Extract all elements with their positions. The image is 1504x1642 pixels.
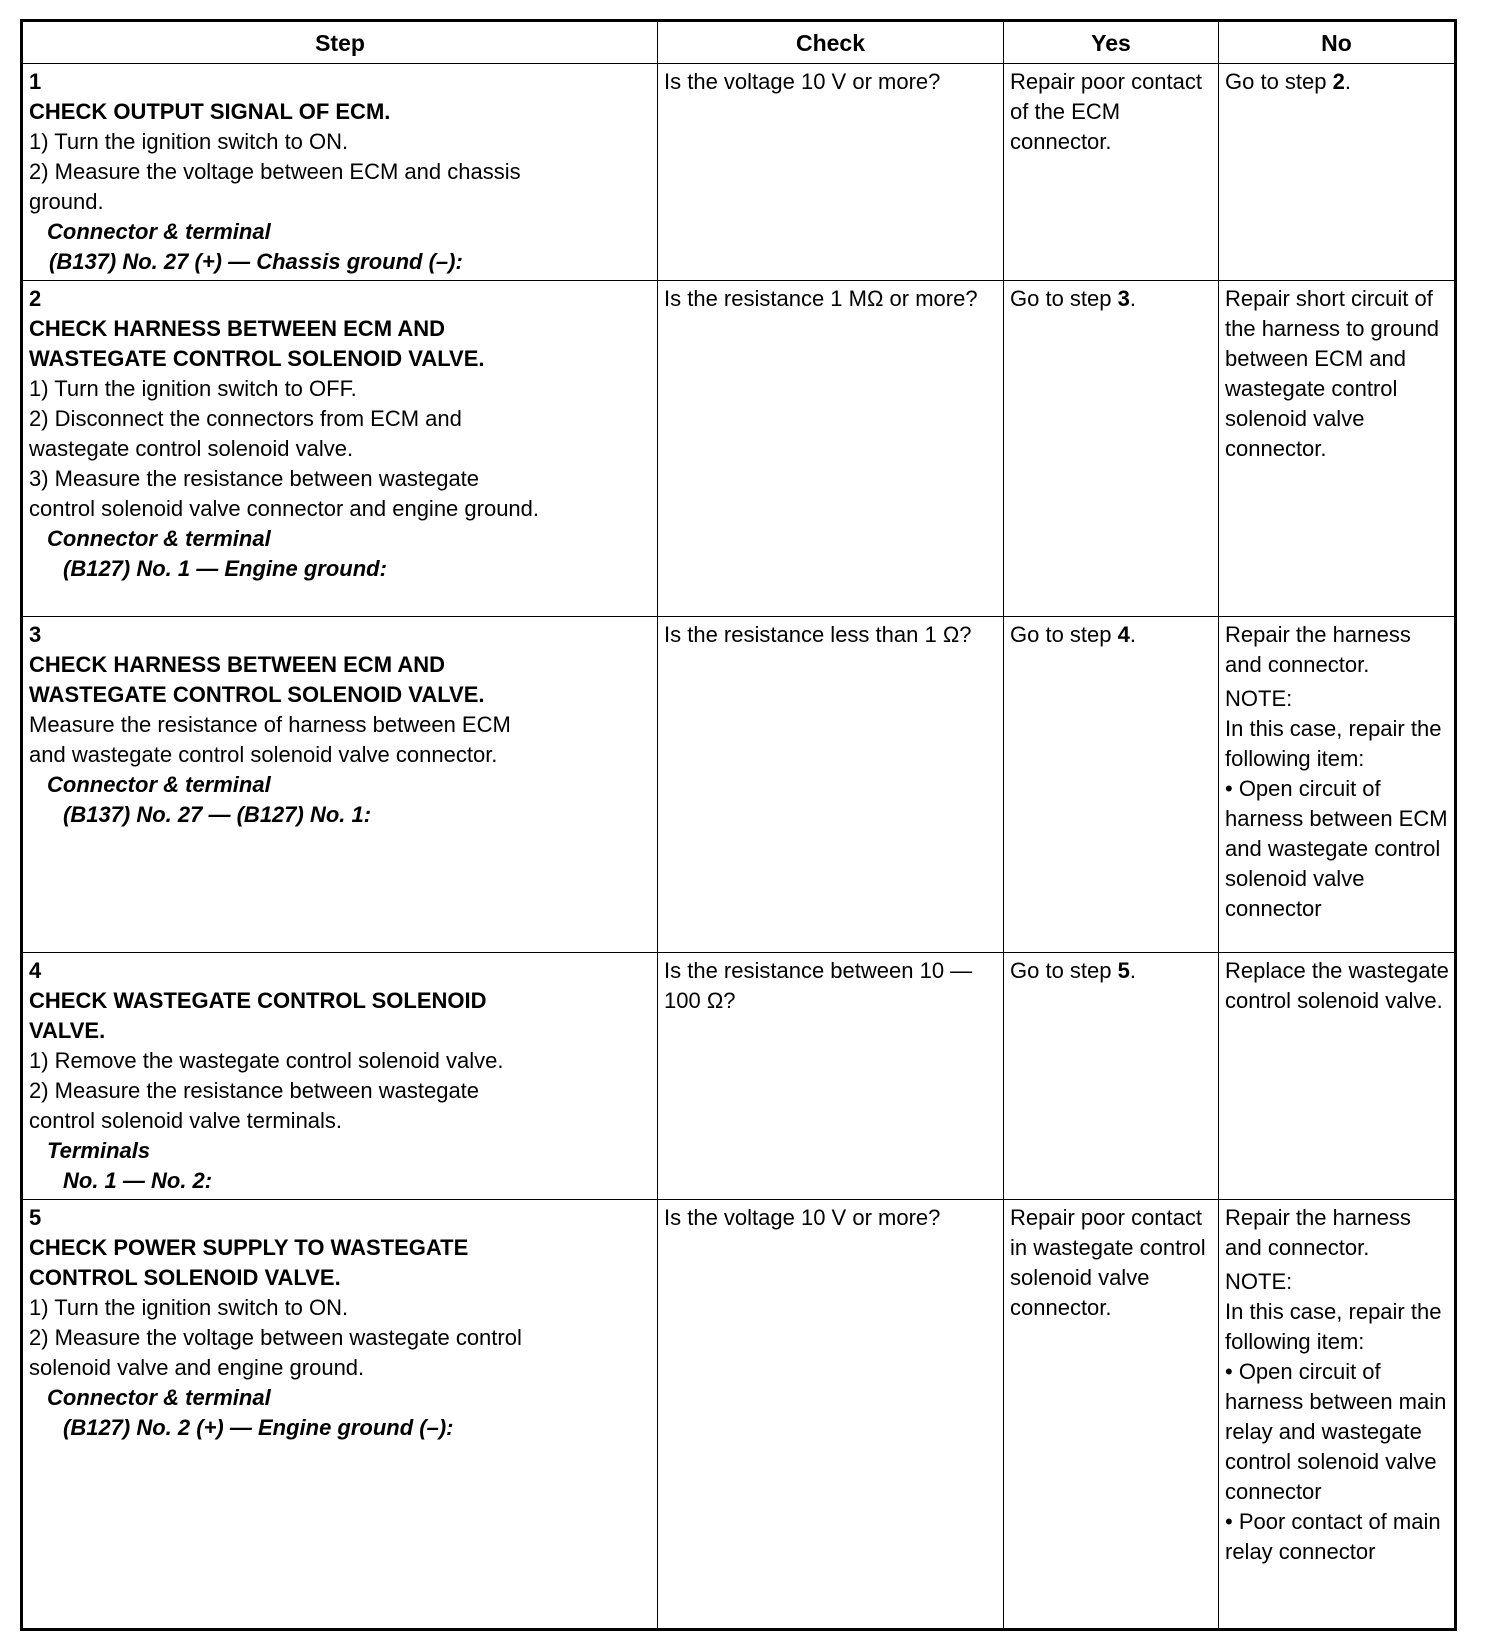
step-body [29, 314, 543, 584]
step-number: 1 [29, 69, 42, 94]
step-number: 5 [29, 1205, 42, 1230]
step-cell [22, 281, 658, 617]
header-step: Step [22, 21, 658, 64]
step-cell [22, 1200, 658, 1630]
step-cell [22, 64, 658, 281]
step-title: CHECK HARNESS BETWEEN ECM AND WASTEGATE CONTROL SOLENOID VALVE. [29, 652, 485, 707]
yes-cell [1004, 281, 1219, 617]
no-cell: Replace the wastegate control solenoid valve. [1219, 953, 1456, 1200]
note-text: In this case, repair the following item: [1225, 716, 1442, 771]
step-title: CHECK POWER SUPPLY TO WASTEGATE CONTROL SOLENOID VALVE. [29, 1235, 469, 1290]
no-text: Repair the harness and connector. [1225, 622, 1411, 677]
yes-text: Go to step [1010, 286, 1118, 311]
connector-label: Connector & terminal [47, 526, 271, 551]
connector-label: Connector & terminal [47, 772, 271, 797]
connector-value: (B137) No. 27 — (B127) No. 1: [63, 802, 372, 827]
connector-value: (B137) No. 27 (+) — Chassis ground (–): [49, 249, 463, 274]
step-cell [22, 953, 658, 1200]
step-number: 4 [29, 958, 42, 983]
step-title: CHECK WASTEGATE CONTROL SOLENOID VALVE. [29, 988, 487, 1043]
step-instruction: 3) Measure the resistance between wastegate control solenoid valve connector and engine ground. [29, 466, 540, 521]
no-cell: Repair short circuit of the harness to ground between ECM and wastegate control solenoid valve connector. [1219, 281, 1456, 617]
header-yes: Yes [1004, 21, 1219, 64]
step-number: 3 [29, 622, 42, 647]
yes-suffix: . [1129, 286, 1136, 311]
step-instruction: 1) Remove the wastegate control solenoid valve. [29, 1048, 504, 1073]
header-no: No [1219, 21, 1456, 64]
note-label: NOTE: [1225, 686, 1293, 711]
step-instruction: 1) Turn the ignition switch to OFF. [29, 376, 357, 401]
yes-suffix: . [1129, 622, 1136, 647]
step-instruction: 1) Turn the ignition switch to ON. [29, 1295, 349, 1320]
step-instruction: Measure the resistance of harness between ECM and wastegate control solenoid valve connector. [29, 712, 511, 767]
yes-cell [1004, 617, 1219, 953]
step-number: 2 [29, 286, 42, 311]
yes-cell [1004, 953, 1219, 1200]
step-instruction: 2) Disconnect the connectors from ECM and wastegate control solenoid valve. [29, 406, 462, 461]
yes-text: Go to step [1010, 622, 1118, 647]
note-bullet: • Poor contact of main relay connector [1225, 1509, 1441, 1564]
note-label: NOTE: [1225, 1269, 1293, 1294]
step-instruction: 2) Measure the resistance between wastegate control solenoid valve terminals. [29, 1078, 480, 1133]
step-title: CHECK HARNESS BETWEEN ECM AND WASTEGATE CONTROL SOLENOID VALVE. [29, 316, 485, 371]
yes-text: Go to step [1010, 958, 1118, 983]
yes-cell: Repair poor contact in wastegate control solenoid valve connector. [1004, 1200, 1219, 1630]
diagnostic-table-container [20, 19, 1454, 1631]
header-check: Check [658, 21, 1004, 64]
connector-label: Connector & terminal [47, 219, 271, 244]
table-row [22, 281, 1456, 617]
check-cell: Is the voltage 10 V or more? [658, 1200, 1004, 1630]
table-header-row [22, 21, 1456, 64]
no-cell [1219, 617, 1456, 953]
note-bullet: • Open circuit of harness between ECM and wastegate control solenoid valve connector [1225, 776, 1448, 921]
note-bullet: • Open circuit of harness between main relay and wastegate control solenoid valve connector [1225, 1359, 1447, 1504]
connector-value: (B127) No. 1 — Engine ground: [63, 556, 387, 581]
no-text: Repair the harness and connector. [1225, 1205, 1411, 1260]
terminals-value: No. 1 — No. 2: [63, 1168, 213, 1193]
table-row [22, 1200, 1456, 1630]
yes-cell: Repair poor contact of the ECM connector. [1004, 64, 1219, 281]
step-body [29, 1233, 543, 1443]
step-reference: 5 [1117, 958, 1130, 983]
diagnostic-table [20, 19, 1457, 1631]
step-instruction: 2) Measure the voltage between wastegate control solenoid valve and engine ground. [29, 1325, 522, 1380]
step-reference: 4 [1117, 622, 1130, 647]
step-reference: 3 [1117, 286, 1130, 311]
terminals-label: Terminals [47, 1138, 151, 1163]
step-reference: 2 [1332, 69, 1345, 94]
no-suffix: . [1344, 69, 1351, 94]
step-body [29, 650, 543, 830]
no-text: Go to step [1225, 69, 1333, 94]
step-body [29, 986, 543, 1196]
connector-value: (B127) No. 2 (+) — Engine ground (–): [63, 1415, 454, 1440]
check-cell: Is the resistance less than 1 Ω? [658, 617, 1004, 953]
check-cell: Is the voltage 10 V or more? [658, 64, 1004, 281]
step-cell [22, 617, 658, 953]
no-cell [1219, 1200, 1456, 1630]
table-row [22, 617, 1456, 953]
yes-suffix: . [1129, 958, 1136, 983]
step-title: CHECK OUTPUT SIGNAL OF ECM. [29, 99, 391, 124]
connector-label: Connector & terminal [47, 1385, 271, 1410]
table-row [22, 953, 1456, 1200]
step-body [29, 97, 543, 277]
step-instruction: 1) Turn the ignition switch to ON. [29, 129, 349, 154]
check-cell: Is the resistance 1 MΩ or more? [658, 281, 1004, 617]
no-cell [1219, 64, 1456, 281]
check-cell: Is the resistance between 10 — 100 Ω? [658, 953, 1004, 1200]
note-text: In this case, repair the following item: [1225, 1299, 1442, 1354]
step-instruction: 2) Measure the voltage between ECM and chassis ground. [29, 159, 521, 214]
table-row [22, 64, 1456, 281]
